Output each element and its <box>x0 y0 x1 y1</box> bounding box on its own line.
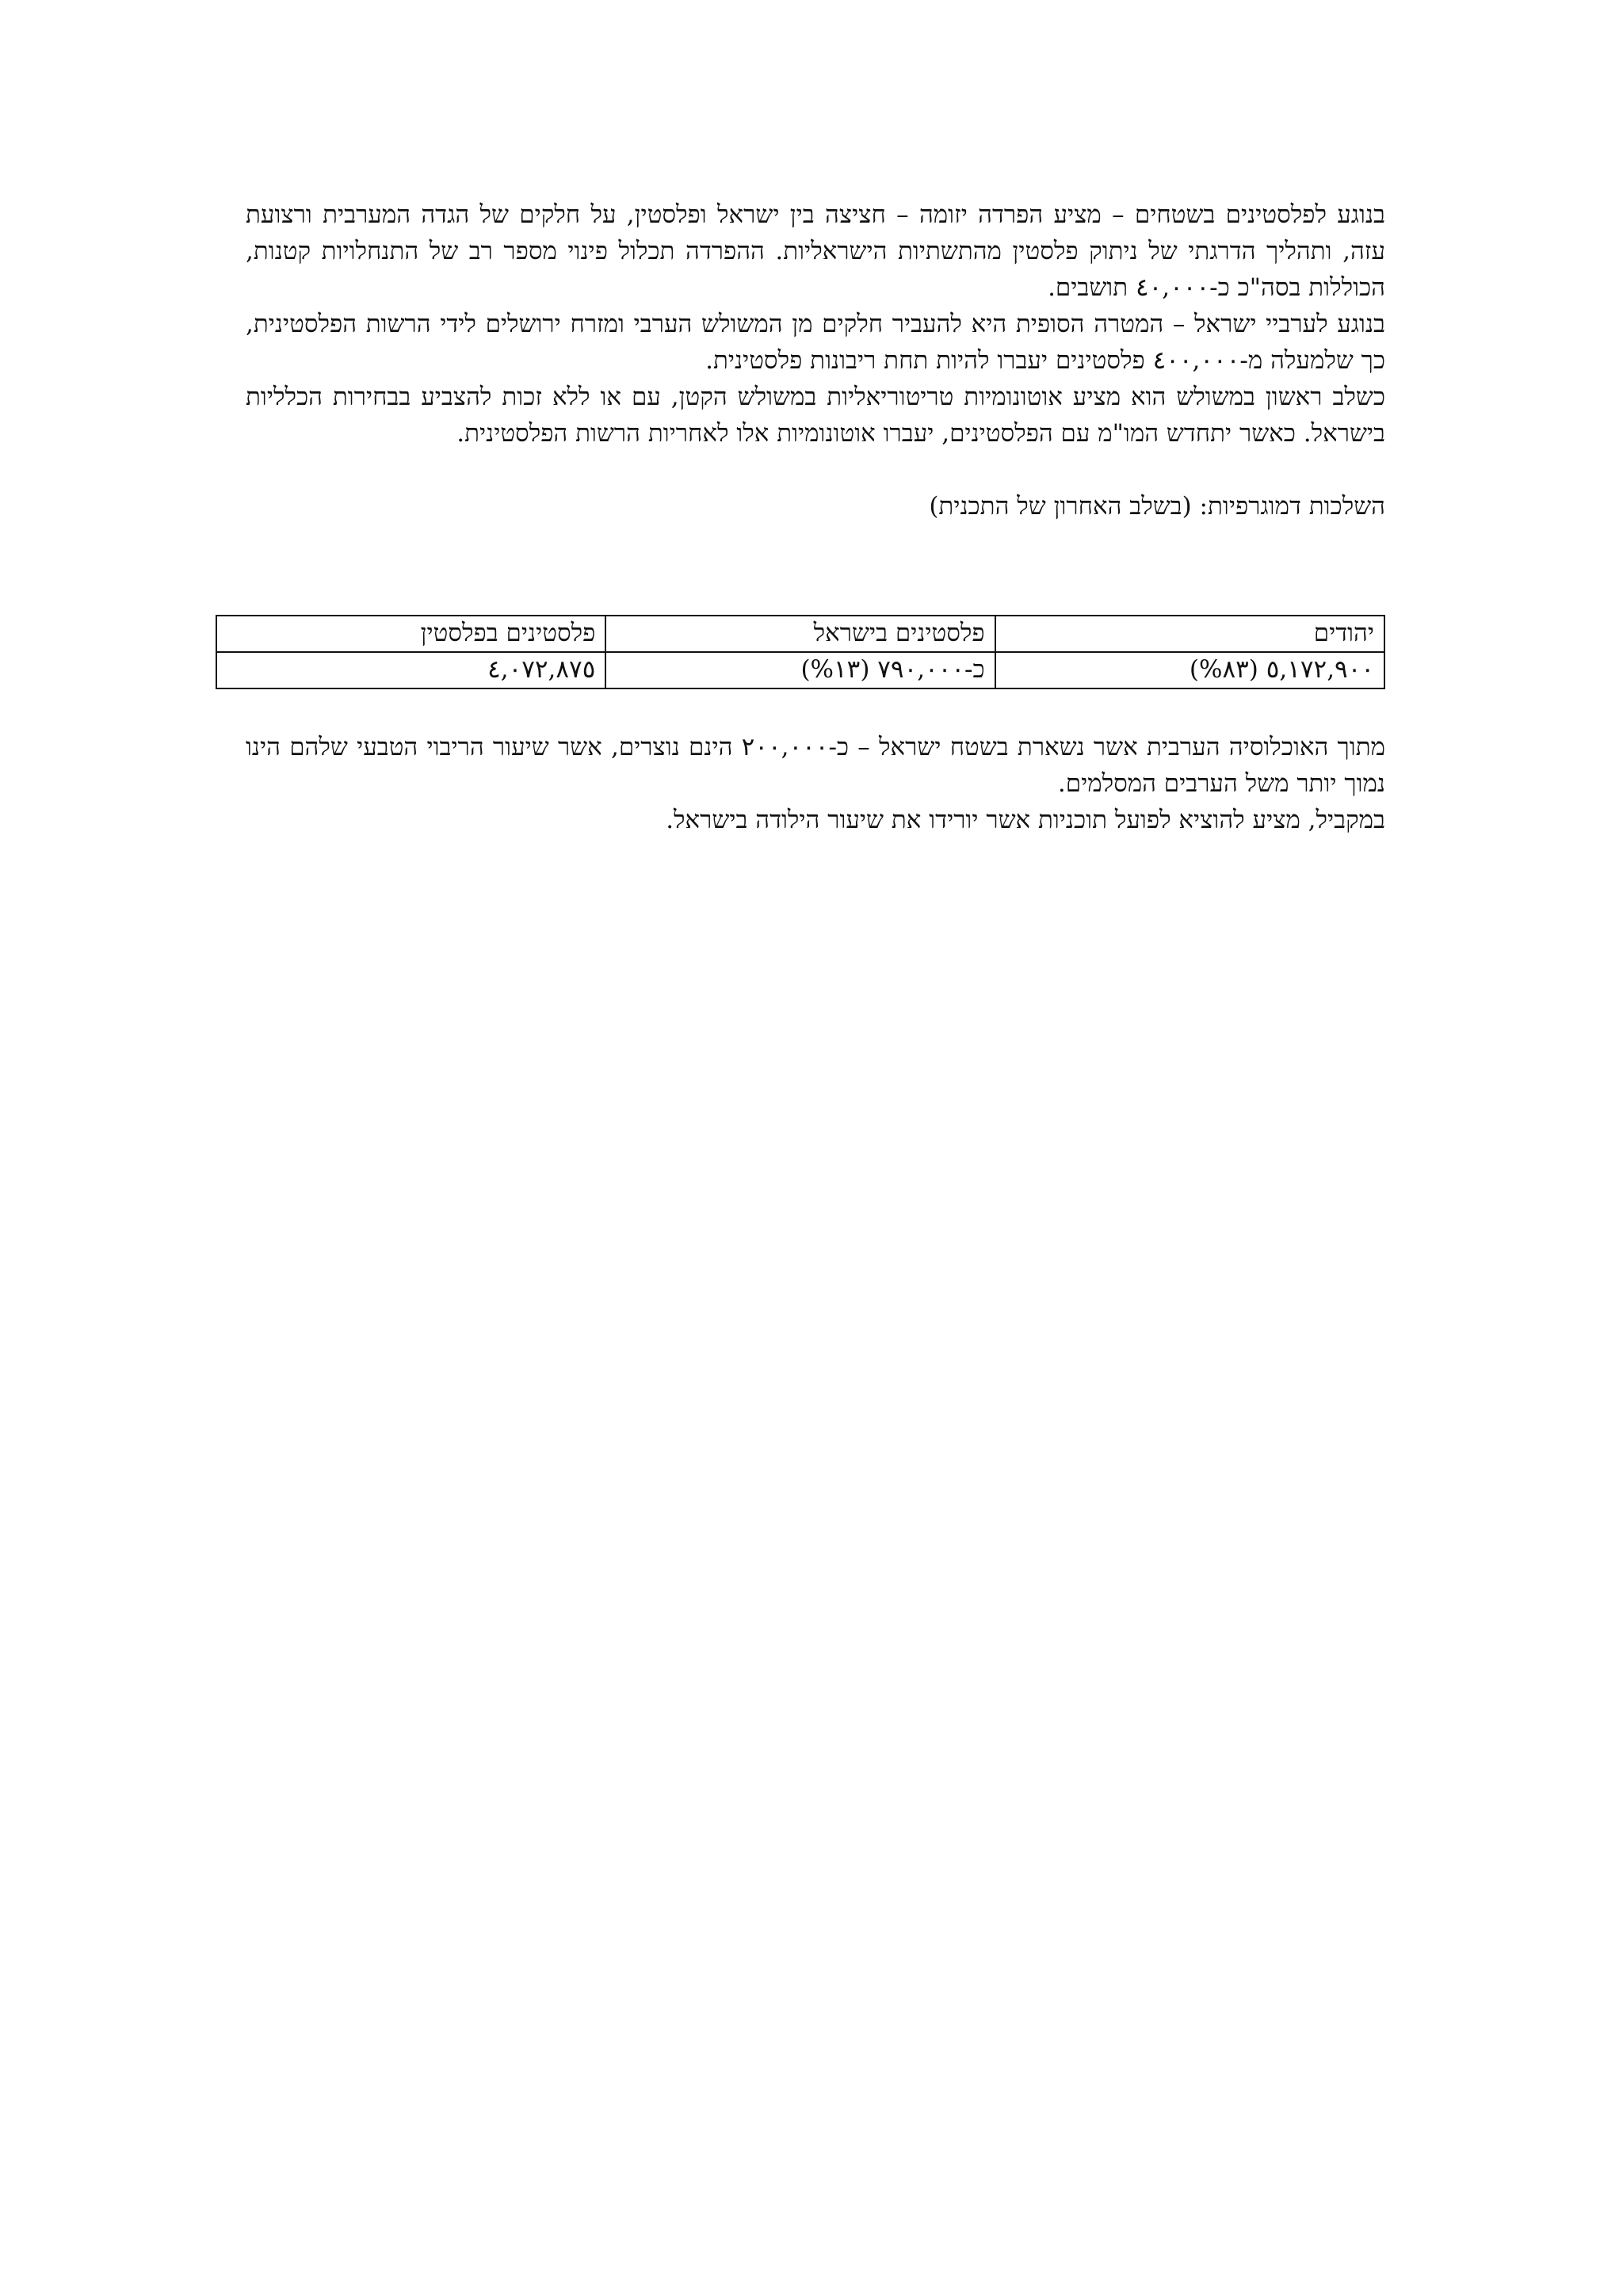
spacer <box>246 452 1385 488</box>
table-header-row <box>216 616 1384 652</box>
document-body-top <box>246 196 1385 524</box>
demographics-table-wrapper <box>216 615 1385 689</box>
header-cell-palestinians-israel: פלסטינים בישראל <box>605 616 995 652</box>
paragraph-christians: מתוך האוכלוסיה הערבית אשר נשארת בשטח ישראל – כ-٢٠٠,٠٠٠ הינם נוצרים, אשר שיעור הריבוי הטבעי שלהם הינו נמוך יותר משל הערבים המסלמים. <box>246 733 1385 798</box>
value-cell-jews: ٥,١٧٢,٩٠٠ (٨٣%) <box>995 652 1384 688</box>
table-value-row <box>216 652 1384 688</box>
value-cell-palestinians-israel: כ-٧٩٠,٠٠٠ (١٣%) <box>605 652 995 688</box>
header-cell-jews: יהודים <box>995 616 1384 652</box>
document-body-bottom <box>246 729 1385 838</box>
demographics-table <box>216 615 1385 689</box>
paragraph-birthrate: במקביל, מציע להוציא לפועל תוכניות אשר יורידו את שיעור הילודה בישראל. <box>666 806 1385 834</box>
paragraph-israeli-arabs: בנוגע לערביי ישראל – המטרה הסופית היא להעביר חלקים מן המשולש הערבי ומזרח ירושלים לידי הרשות הפלסטינית, כך שלמעלה מ-٤٠٠,٠٠٠ פלסטינים יעברו להיות תחת ריבונות פלסטינית. <box>246 310 1385 375</box>
paragraph-palestinians-territories: בנוגע לפלסטינים בשטחים – מציע הפרדה יזומה – חציצה בין ישראל ופלסטין, על חלקים של הגדה המערבית ורצועת עזה, ותהליך הדרגתי של ניתוק פלסטין מהתשתיות הישראליות. ההפרדה תכלול פינוי מספר רב של התנחלויות קטנות, הכוללות בסה"כ כ-٤٠,٠٠٠ תושבים. <box>246 200 1385 302</box>
paragraph-triangle-autonomy: כשלב ראשון במשולש הוא מציע אוטונומיות טריטוריאליות במשולש הקטן, עם או ללא זכות להצביע בבחירות הכלליות בישראל. כאשר יתחדש המו"מ עם הפלסטינים, יעברו אוטונומיות אלו לאחריות הרשות הפלסטינית. <box>246 383 1385 448</box>
table-caption: השלכות דמוגרפיות: (בשלב האחרון של התכנית) <box>929 492 1385 521</box>
value-cell-palestinians-palestine: ٤,٠٧٢,٨٧٥ <box>216 652 605 688</box>
header-cell-palestinians-palestine: פלסטינים בפלסטין <box>216 616 605 652</box>
